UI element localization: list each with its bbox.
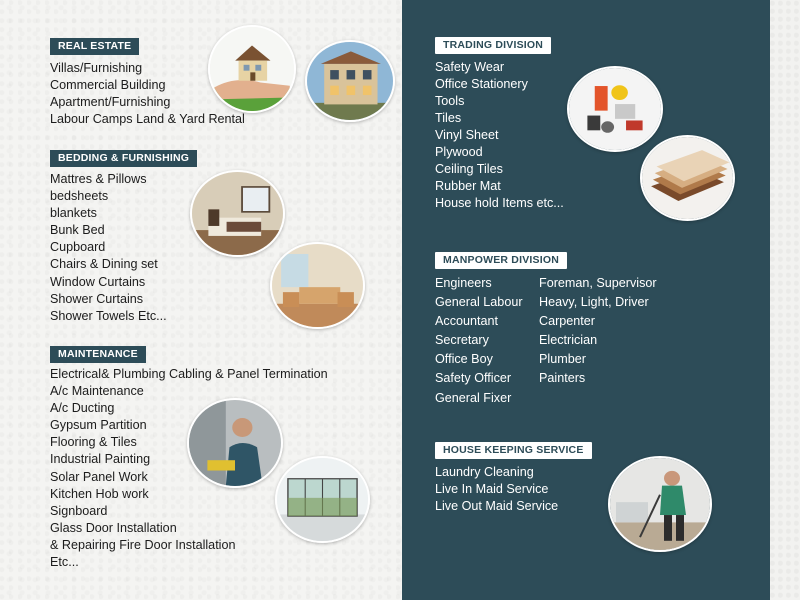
list-item: blankets	[50, 206, 97, 221]
list-item: Laundry Cleaning	[435, 465, 534, 479]
list-item: Solar Panel Work	[50, 469, 148, 484]
manpower-role: Electrician	[539, 333, 598, 348]
list-item: Cupboard	[50, 240, 106, 255]
list-item: House hold Items etc...	[435, 196, 564, 210]
list-item: Plywood	[435, 145, 483, 159]
manpower-role: Safety Officer	[435, 371, 512, 386]
list-item: Bunk Bed	[50, 223, 105, 238]
list-item: Tiles	[435, 111, 462, 125]
manpower-role: Engineers	[435, 276, 492, 290]
manpower-role: Painters	[539, 371, 586, 386]
manpower-role: Heavy, Light, Driver	[539, 295, 649, 310]
safety-gear-photo	[567, 66, 663, 152]
list-item: Kitchen Hob work	[50, 486, 149, 501]
maintenance-heading: MAINTENANCE	[50, 346, 146, 363]
real-estate-heading: REAL ESTATE	[50, 38, 139, 55]
list-item: Mattres & Pillows	[50, 172, 147, 186]
manpower-role: Accountant	[435, 314, 499, 329]
list-item: Safety Wear	[435, 60, 505, 74]
list-item: Flooring & Tiles	[50, 435, 137, 450]
manpower-role: General Fixer	[435, 390, 512, 405]
list-item: Window Curtains	[50, 274, 146, 289]
list-item: Office Stationery	[435, 77, 528, 91]
bedroom-photo	[190, 170, 285, 257]
list-item: Glass Door Installation	[50, 520, 177, 535]
list-item: A/c Maintenance	[50, 384, 144, 399]
manpower-role: Office Boy	[435, 352, 493, 367]
technician-photo	[187, 398, 283, 488]
list-item: Live In Maid Service	[435, 482, 549, 496]
manpower-role: Secretary	[435, 333, 489, 348]
villa-building-photo	[305, 40, 395, 122]
list-item: Industrial Painting	[50, 452, 151, 467]
housekeeping-heading: HOUSE KEEPING SERVICE	[435, 442, 592, 459]
list-item: Live Out Maid Service	[435, 499, 559, 513]
house-in-hand-photo	[208, 25, 296, 113]
list-item: bedsheets	[50, 189, 109, 204]
list-item: Vinyl Sheet	[435, 128, 499, 142]
list-item: Labour Camps Land & Yard Rental	[50, 112, 245, 127]
bedding-list	[50, 171, 167, 325]
manpower-role: Plumber	[539, 352, 586, 367]
list-item: Tools	[435, 94, 465, 108]
wood-tiles-photo	[640, 135, 735, 221]
list-item: Shower Curtains	[50, 291, 144, 306]
right-paper-strip	[770, 0, 800, 600]
list-item: Ceiling Tiles	[435, 162, 503, 176]
glass-door-photo	[275, 456, 370, 543]
list-item: Gypsum Partition	[50, 418, 147, 433]
list-item: Shower Towels Etc...	[50, 308, 167, 323]
list-item: Chairs & Dining set	[50, 257, 158, 272]
manpower-role: General Labour	[435, 295, 523, 310]
list-item: Rubber Mat	[435, 179, 501, 193]
list-item: Etc...	[50, 555, 79, 570]
cleaning-maid-photo	[608, 456, 712, 552]
list-item: Apartment/Furnishing	[50, 95, 171, 110]
manpower-role: Carpenter	[539, 314, 596, 329]
manpower-role: Foreman, Supervisor	[539, 276, 657, 290]
maintenance-list	[50, 366, 328, 571]
manpower-heading: MANPOWER DIVISION	[435, 252, 567, 269]
list-item: Commercial Building	[50, 78, 166, 93]
trading-heading: TRADING DIVISION	[435, 37, 551, 54]
list-item: Villas/Furnishing	[50, 61, 143, 75]
list-item: Electrical& Plumbing Cabling & Panel Termination	[50, 367, 328, 381]
living-room-photo	[270, 242, 365, 329]
housekeeping-list	[435, 464, 558, 515]
manpower-roles-grid	[435, 274, 657, 408]
list-item: & Repairing Fire Door Installation	[50, 537, 236, 552]
trading-list	[435, 59, 564, 212]
bedding-heading: BEDDING & FURNISHING	[50, 150, 197, 167]
list-item: A/c Ducting	[50, 401, 115, 416]
list-item: Signboard	[50, 503, 108, 518]
